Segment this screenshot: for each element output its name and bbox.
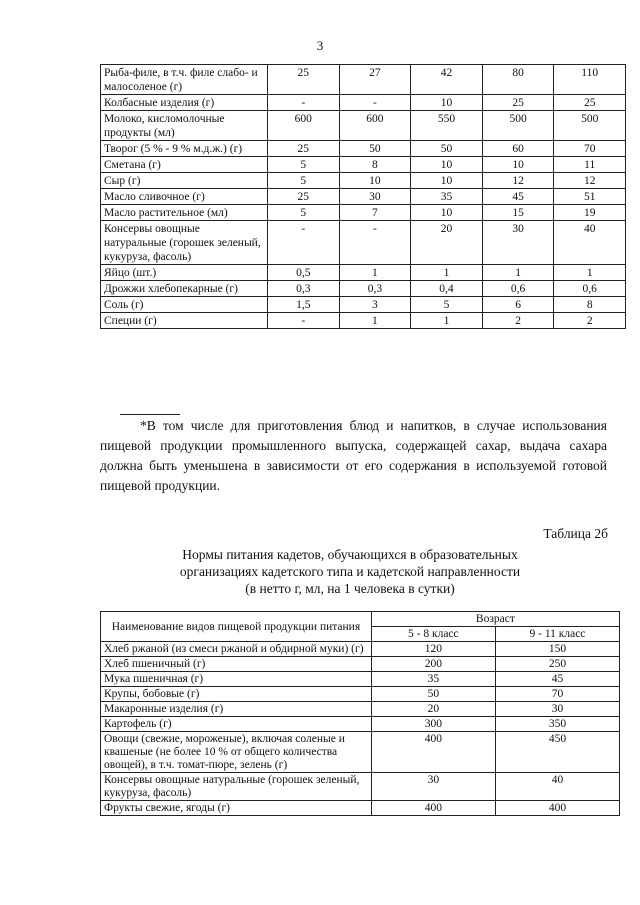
product-name-cell: Фрукты свежие, ягоды (г) xyxy=(101,801,372,816)
table-row xyxy=(101,657,620,672)
table-row xyxy=(101,221,626,265)
table-row xyxy=(101,173,626,189)
value-cell: 150 xyxy=(495,642,619,657)
value-cell: 200 xyxy=(371,657,495,672)
product-name-cell: Сыр (г) xyxy=(101,173,268,189)
value-cell: 35 xyxy=(371,672,495,687)
value-cell: 25 xyxy=(482,95,554,111)
header-age: Возраст xyxy=(371,612,619,627)
value-cell: 500 xyxy=(482,111,554,141)
value-cell: 6 xyxy=(482,297,554,313)
value-cell: 5 xyxy=(268,205,340,221)
value-cell: 1 xyxy=(339,265,411,281)
value-cell: 8 xyxy=(554,297,626,313)
value-cell: 0,3 xyxy=(339,281,411,297)
value-cell: 20 xyxy=(371,702,495,717)
value-cell: - xyxy=(339,221,411,265)
value-cell: 10 xyxy=(411,173,483,189)
product-name-cell: Яйцо (шт.) xyxy=(101,265,268,281)
value-cell: 400 xyxy=(371,801,495,816)
product-name-cell: Масло сливочное (г) xyxy=(101,189,268,205)
value-cell: 45 xyxy=(482,189,554,205)
value-cell: 45 xyxy=(495,672,619,687)
product-name-cell: Соль (г) xyxy=(101,297,268,313)
product-name-cell: Рыба-филе, в т.ч. филе слабо- и малосоленое (г) xyxy=(101,65,268,95)
table-row xyxy=(101,95,626,111)
value-cell: 30 xyxy=(482,221,554,265)
table-title-line-1: Нормы питания кадетов, обучающихся в образовательных xyxy=(182,547,518,562)
header-grade-9-11: 9 - 11 класс xyxy=(495,627,619,642)
value-cell: 25 xyxy=(268,65,340,95)
cadet-norms-table xyxy=(100,611,620,816)
table-row xyxy=(101,687,620,702)
value-cell: 15 xyxy=(482,205,554,221)
value-cell: 51 xyxy=(554,189,626,205)
value-cell: 1,5 xyxy=(268,297,340,313)
table-row xyxy=(101,189,626,205)
product-name-cell: Макаронные изделия (г) xyxy=(101,702,372,717)
value-cell: 1 xyxy=(482,265,554,281)
value-cell: 110 xyxy=(554,65,626,95)
value-cell: 5 xyxy=(268,173,340,189)
value-cell: 1 xyxy=(554,265,626,281)
value-cell: 0,6 xyxy=(554,281,626,297)
value-cell: 0,6 xyxy=(482,281,554,297)
value-cell: 400 xyxy=(371,732,495,773)
table-row xyxy=(101,265,626,281)
value-cell: 2 xyxy=(554,313,626,329)
value-cell: 20 xyxy=(411,221,483,265)
value-cell: 7 xyxy=(339,205,411,221)
value-cell: 70 xyxy=(495,687,619,702)
value-cell: - xyxy=(268,313,340,329)
value-cell: 60 xyxy=(482,141,554,157)
table-row xyxy=(101,801,620,816)
table-row xyxy=(101,205,626,221)
product-name-cell: Масло растительное (мл) xyxy=(101,205,268,221)
value-cell: 600 xyxy=(268,111,340,141)
value-cell: 12 xyxy=(482,173,554,189)
value-cell: 600 xyxy=(339,111,411,141)
product-name-cell: Мука пшеничная (г) xyxy=(101,672,372,687)
table-label: Таблица 2б xyxy=(543,526,608,541)
cadet-norms-table-body xyxy=(101,642,620,816)
product-name-cell: Хлеб пшеничный (г) xyxy=(101,657,372,672)
product-name-cell: Дрожжи хлебопекарные (г) xyxy=(101,281,268,297)
value-cell: 25 xyxy=(268,141,340,157)
value-cell: 10 xyxy=(339,173,411,189)
value-cell: 50 xyxy=(339,141,411,157)
product-name-cell: Крупы, бобовые (г) xyxy=(101,687,372,702)
value-cell: 500 xyxy=(554,111,626,141)
table-row xyxy=(101,297,626,313)
value-cell: 10 xyxy=(482,157,554,173)
value-cell: 3 xyxy=(339,297,411,313)
value-cell: 1 xyxy=(339,313,411,329)
footnote-separator xyxy=(120,414,180,415)
value-cell: 350 xyxy=(495,717,619,732)
value-cell: 8 xyxy=(339,157,411,173)
product-name-cell: Хлеб ржаной (из смеси ржаной и обдирной муки) (г) xyxy=(101,642,372,657)
footnote: *В том числе для приготовления блюд и напитков, в случае использования пищевой продукции промышленного выпуска, содержащей сахар, выдача сахара должна быть уменьшена в зависимости от его содержания в используемой готовой пищевой продукции. xyxy=(100,418,607,493)
value-cell: 0,4 xyxy=(411,281,483,297)
value-cell: 2 xyxy=(482,313,554,329)
page-number: 3 xyxy=(316,38,324,53)
value-cell: 5 xyxy=(268,157,340,173)
value-cell: 450 xyxy=(495,732,619,773)
value-cell: 27 xyxy=(339,65,411,95)
value-cell: 11 xyxy=(554,157,626,173)
product-name-cell: Овощи (свежие, мороженые), включая соленые и квашеные (не более 10 % от общего количества овощей), в т.ч. томат-пюре, зелень (г) xyxy=(101,732,372,773)
value-cell: 0,3 xyxy=(268,281,340,297)
value-cell: 50 xyxy=(371,687,495,702)
value-cell: 5 xyxy=(411,297,483,313)
value-cell: 19 xyxy=(554,205,626,221)
table-row xyxy=(101,157,626,173)
value-cell: - xyxy=(268,221,340,265)
value-cell: 25 xyxy=(554,95,626,111)
value-cell: 40 xyxy=(495,773,619,801)
table-row xyxy=(101,672,620,687)
norms-table-body xyxy=(101,65,626,329)
value-cell: 250 xyxy=(495,657,619,672)
value-cell: 12 xyxy=(554,173,626,189)
value-cell: 300 xyxy=(371,717,495,732)
value-cell: 30 xyxy=(339,189,411,205)
value-cell: 10 xyxy=(411,205,483,221)
value-cell: 1 xyxy=(411,313,483,329)
value-cell: 0,5 xyxy=(268,265,340,281)
value-cell: 400 xyxy=(495,801,619,816)
product-name-cell: Колбасные изделия (г) xyxy=(101,95,268,111)
table-title-line-3: (в нетто г, мл, на 1 человека в сутки) xyxy=(245,581,455,596)
norms-table-continued xyxy=(100,64,626,329)
table-row xyxy=(101,111,626,141)
product-name-cell: Молоко, кисломолочные продукты (мл) xyxy=(101,111,268,141)
value-cell: 40 xyxy=(554,221,626,265)
value-cell: 70 xyxy=(554,141,626,157)
table-row xyxy=(101,732,620,773)
product-name-cell: Консервы овощные натуральные (горошек зеленый, кукуруза, фасоль) xyxy=(101,221,268,265)
table-header-row xyxy=(101,612,620,627)
table-row xyxy=(101,642,620,657)
product-name-cell: Специи (г) xyxy=(101,313,268,329)
value-cell: 10 xyxy=(411,95,483,111)
header-product-name: Наименование видов пищевой продукции питания xyxy=(101,612,372,642)
value-cell: - xyxy=(268,95,340,111)
table-row xyxy=(101,281,626,297)
table-title-line-2: организациях кадетского типа и кадетской направленности xyxy=(179,564,521,579)
value-cell: 25 xyxy=(268,189,340,205)
product-name-cell: Сметана (г) xyxy=(101,157,268,173)
value-cell: 120 xyxy=(371,642,495,657)
value-cell: 35 xyxy=(411,189,483,205)
table-row xyxy=(101,65,626,95)
value-cell: 42 xyxy=(411,65,483,95)
value-cell: 1 xyxy=(411,265,483,281)
value-cell: 10 xyxy=(411,157,483,173)
table-row xyxy=(101,141,626,157)
table-row xyxy=(101,702,620,717)
product-name-cell: Консервы овощные натуральные (горошек зеленый, кукуруза, фасоль) xyxy=(101,773,372,801)
value-cell: 550 xyxy=(411,111,483,141)
product-name-cell: Картофель (г) xyxy=(101,717,372,732)
table-row xyxy=(101,773,620,801)
value-cell: - xyxy=(339,95,411,111)
value-cell: 30 xyxy=(495,702,619,717)
value-cell: 50 xyxy=(411,141,483,157)
table-row xyxy=(101,313,626,329)
header-grade-5-8: 5 - 8 класс xyxy=(371,627,495,642)
table-title xyxy=(100,546,600,597)
value-cell: 80 xyxy=(482,65,554,95)
table-row xyxy=(101,717,620,732)
product-name-cell: Творог (5 % - 9 % м.д.ж.) (г) xyxy=(101,141,268,157)
value-cell: 30 xyxy=(371,773,495,801)
